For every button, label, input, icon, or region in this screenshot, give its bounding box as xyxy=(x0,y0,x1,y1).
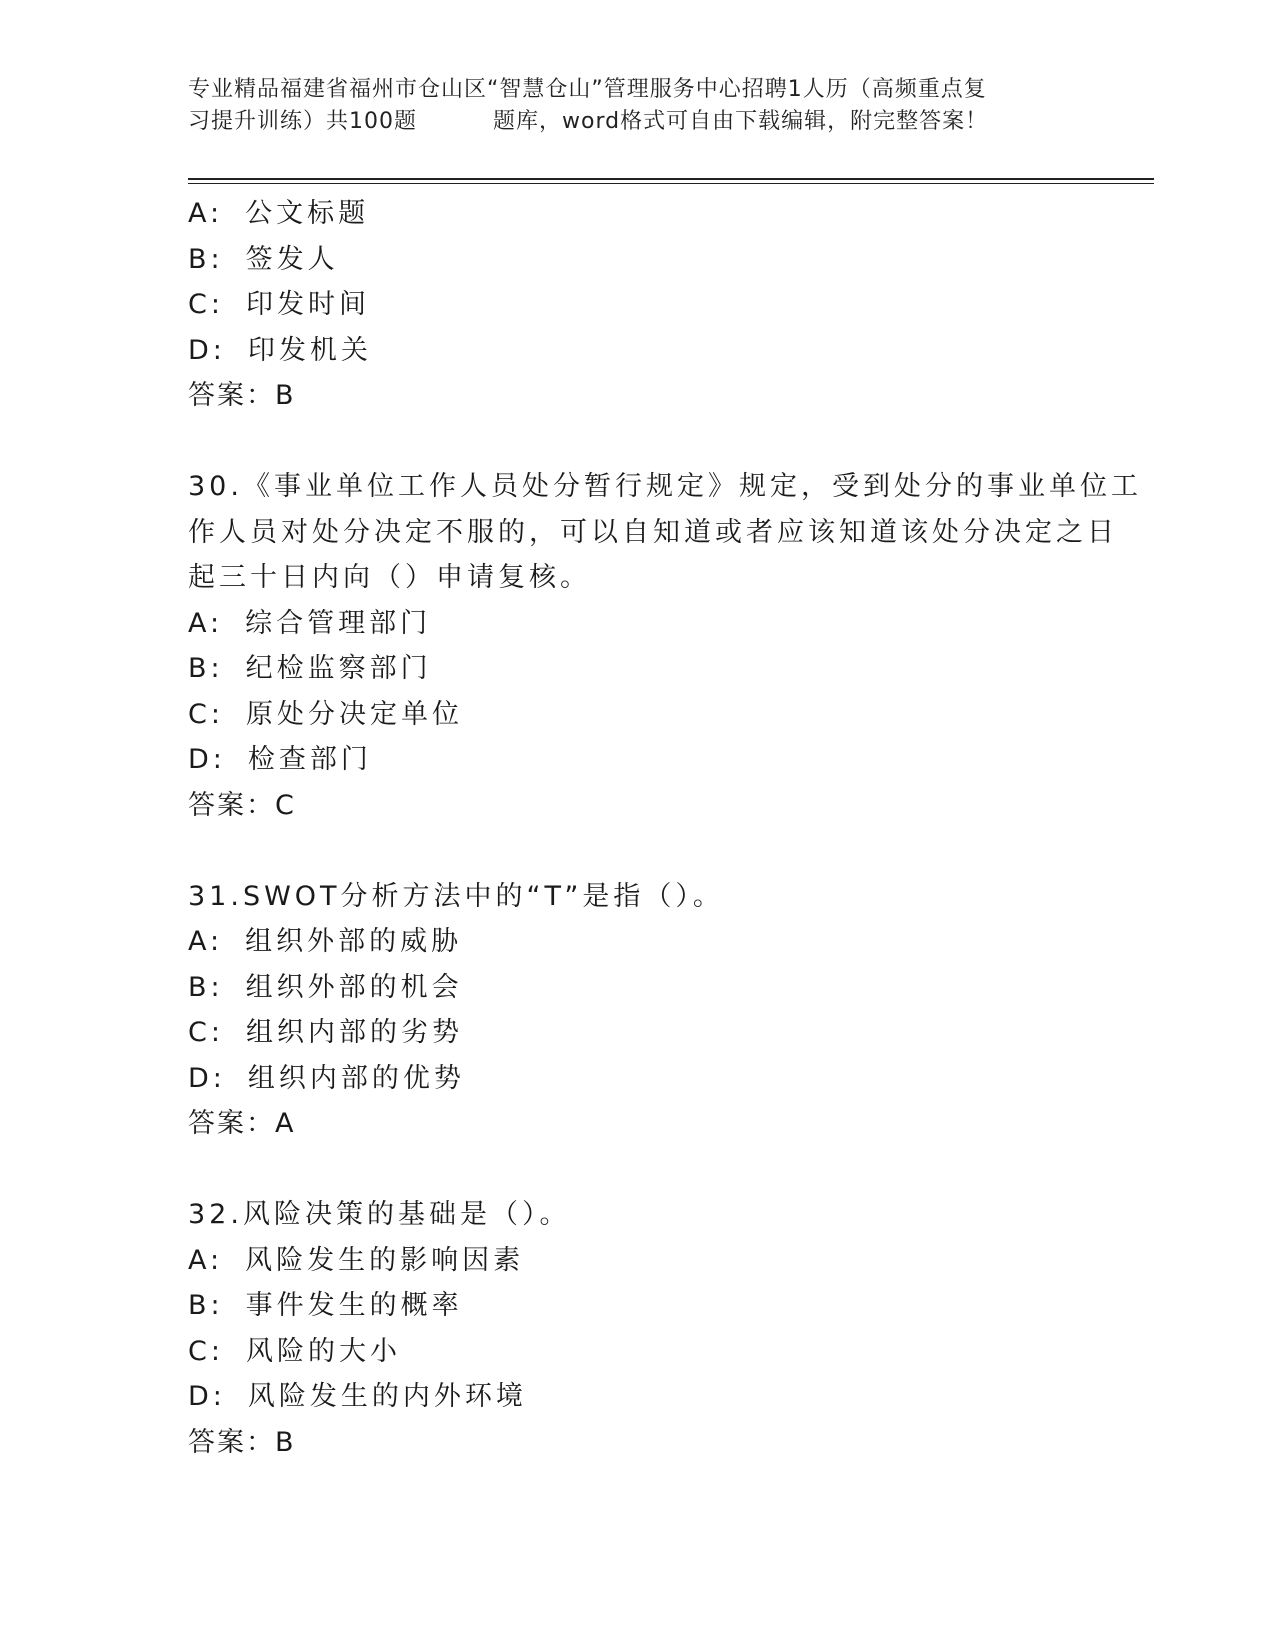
option-c: C: 印发时间 xyxy=(188,289,370,320)
header-divider-thick xyxy=(188,178,1154,180)
option-a: A: 公文标题 xyxy=(188,198,370,229)
question-stem-line: 作人员对处分决定不服的，可以自知道或者应该知道该处分决定之日 xyxy=(188,516,1118,548)
option-d: D: 印发机关 xyxy=(188,334,372,366)
option-c: C: 组织内部的劣势 xyxy=(188,1017,463,1048)
question-stem-line: 31.SWOT分析方法中的“T”是指（）。 xyxy=(188,880,724,912)
question-stem-line: 32.风险决策的基础是（）。 xyxy=(188,1199,571,1230)
question-30 xyxy=(188,464,1142,828)
question-content xyxy=(188,191,1142,1465)
option-c: C: 原处分决定单位 xyxy=(188,698,463,730)
option-b: B: 纪检监察部门 xyxy=(188,653,432,684)
answer-line: 答案：B xyxy=(188,1426,296,1458)
question-31 xyxy=(188,874,1088,1147)
header-line-2-start: 习提升训练）共100题 xyxy=(188,109,417,134)
option-b: B: 组织外部的机会 xyxy=(188,971,463,1003)
header-line-1: 专业精品福建省福州市仓山区“智慧仓山”管理服务中心招聘1人历（高频重点复 xyxy=(188,77,987,102)
header-line-2 xyxy=(188,106,1088,138)
question-32 xyxy=(188,1192,1088,1465)
answer-line: 答案：C xyxy=(188,789,296,821)
answer-line: 答案：A xyxy=(188,1108,296,1139)
option-b: B: 事件发生的概率 xyxy=(188,1290,463,1321)
option-d: D: 检查部门 xyxy=(188,744,372,775)
answer-line: 答案：B xyxy=(188,380,296,411)
option-d: D: 组织内部的优势 xyxy=(188,1062,465,1094)
question-29 xyxy=(188,191,1088,419)
option-a: A: 风险发生的影响因素 xyxy=(188,1244,525,1276)
option-a: A: 组织外部的威胁 xyxy=(188,926,463,957)
header-divider-thin xyxy=(188,183,1154,184)
option-a: A: 综合管理部门 xyxy=(188,607,432,639)
question-stem-line: 30.《事业单位工作人员处分暂行规定》规定，受到处分的事业单位工 xyxy=(188,471,1142,502)
option-b: B: 签发人 xyxy=(188,243,339,275)
header-line-2-end: 题库，word格式可自由下载编辑，附完整答案！ xyxy=(493,109,989,134)
option-c: C: 风险的大小 xyxy=(188,1335,401,1367)
option-d: D: 风险发生的内外环境 xyxy=(188,1381,527,1412)
page-header xyxy=(188,74,1088,138)
question-stem-line: 起三十日内向（）申请复核。 xyxy=(188,562,591,593)
